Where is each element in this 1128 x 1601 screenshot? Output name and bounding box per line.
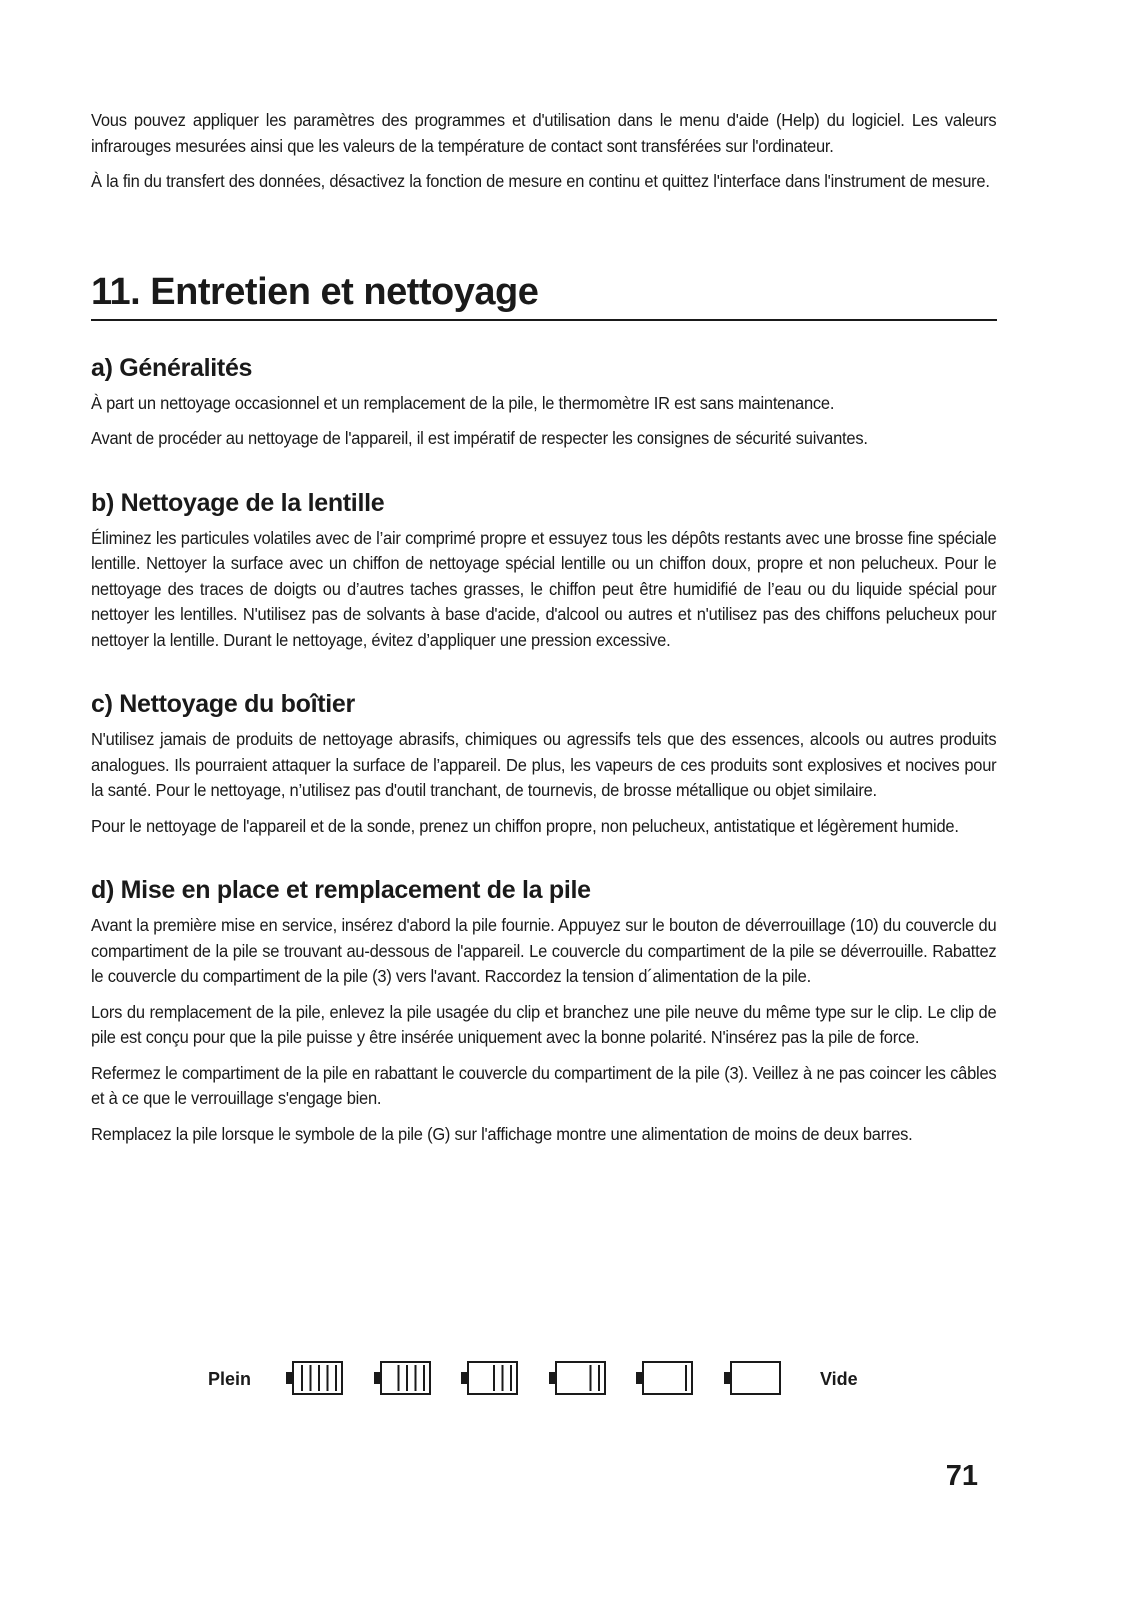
battery-2-bars-icon [548,1360,608,1396]
section-title-general: a) Généralités [91,353,253,382]
section-title-lens: b) Nettoyage de la lentille [91,488,385,517]
housing-paragraph-2: Pour le nettoyage de l'appareil et de la sonde, prenez un chiffon propre, non pelucheux, antistatique et légèrement humide. [91,815,959,836]
battery-1-bars-icon [635,1360,695,1396]
housing-paragraph-1: N'utilisez jamais de produits de nettoyage abrasifs, chimiques ou agressifs tels que des essences, alcools ou autres produits analogues. Ils pourraient attaquer la surface de l’appareil. De plus, les vapeurs de ces produits sont explosives et nocives pour la santé. Pour le nettoyage, n’utilisez pas d'outil tranchant, de tournevis, de brosse métallique ou objet similaire. [91,729,997,800]
battery-0-bars-icon [723,1360,783,1396]
battery-3-bars-icon [460,1360,520,1396]
lens-paragraph-1: Éliminez les particules volatiles avec de l’air comprimé propre et essuyez tous les dépôts restants avec une brosse fine spéciale lentille. Nettoyer la surface avec un chiffon de nettoyage spécial lentille ou un chiffon doux, propre et non pelucheux. Pour le nettoyage des traces de doigts ou d’autres taches grasses, le chiffon peut être humidifié de l’eau ou du liquide spécial pour nettoyer les lentilles. N'utilisez pas de solvants à base d'acide, d'alcool ou autres et n'utilisez pas des chiffons pelucheux pour nettoyer la lentille. Durant le nettoyage, évitez d’appliquer une pression excessive. [91,527,997,650]
intro-paragraph-1: Vous pouvez appliquer les paramètres des programmes et d'utilisation dans le menu d'aide (Help) du logiciel. Les valeurs infrarouges mesurées ainsi que les valeurs de la température de contact sont transférées sur l'ordinateur. [91,110,997,156]
battery-paragraph-2: Lors du remplacement de la pile, enlevez la pile usagée du clip et branchez une pile neuve du même type sur le clip. Le clip de pile est conçu pour que la pile puisse y être insérée uniquement avec la bonne polarité. N'insérez pas la pile de force. [91,1001,997,1047]
intro-paragraph-2: À la fin du transfert des données, désactivez la fonction de mesure en continu et quittez l'interface dans l'instrument de mesure. [91,171,990,191]
battery-empty-label: Vide [820,1369,858,1389]
battery-5-bars-icon [285,1360,345,1396]
section-housing-cleaning [91,689,997,839]
section-lens-cleaning [91,488,997,654]
section-general [91,353,997,452]
chapter-title: 11. Entretien et nettoyage [91,269,997,321]
general-paragraph-1: À part un nettoyage occasionnel et un remplacement de la pile, le thermomètre IR est sans maintenance. [91,392,835,413]
page-number: 71 [945,1460,978,1492]
battery-full-label: Plein [208,1369,252,1389]
section-battery [91,875,997,1147]
battery-paragraph-1: Avant la première mise en service, insérez d'abord la pile fournie. Appuyez sur le bouton de déverrouillage (10) du couvercle du compartiment de la pile se trouvant au-dessous de l'appareil. Le couvercle du compartiment de la pile se déverrouille. Rabattez le couvercle du compartiment de la pile (3) vers l'avant. Raccordez la tension d´alimentation de la pile. [91,915,997,986]
battery-paragraph-3: Refermez le compartiment de la pile en rabattant le couvercle du compartiment de la pile (3). Veillez à ne pas coincer les câbles et à ce que le verrouillage s'engage bien. [91,1062,997,1108]
general-paragraph-2: Avant de procéder au nettoyage de l'appareil, il est impératif de respecter les consignes de sécurité suivantes. [91,428,868,448]
section-title-battery: d) Mise en place et remplacement de la pile [91,876,591,904]
battery-paragraph-4: Remplacez la pile lorsque le symbole de la pile (G) sur l'affichage montre une alimentation de moins de deux barres. [91,1123,913,1144]
section-title-housing: c) Nettoyage du boîtier [91,690,355,718]
battery-level-scale [0,1360,1128,1400]
page-content [91,108,997,1157]
battery-4-bars-icon [373,1360,433,1396]
